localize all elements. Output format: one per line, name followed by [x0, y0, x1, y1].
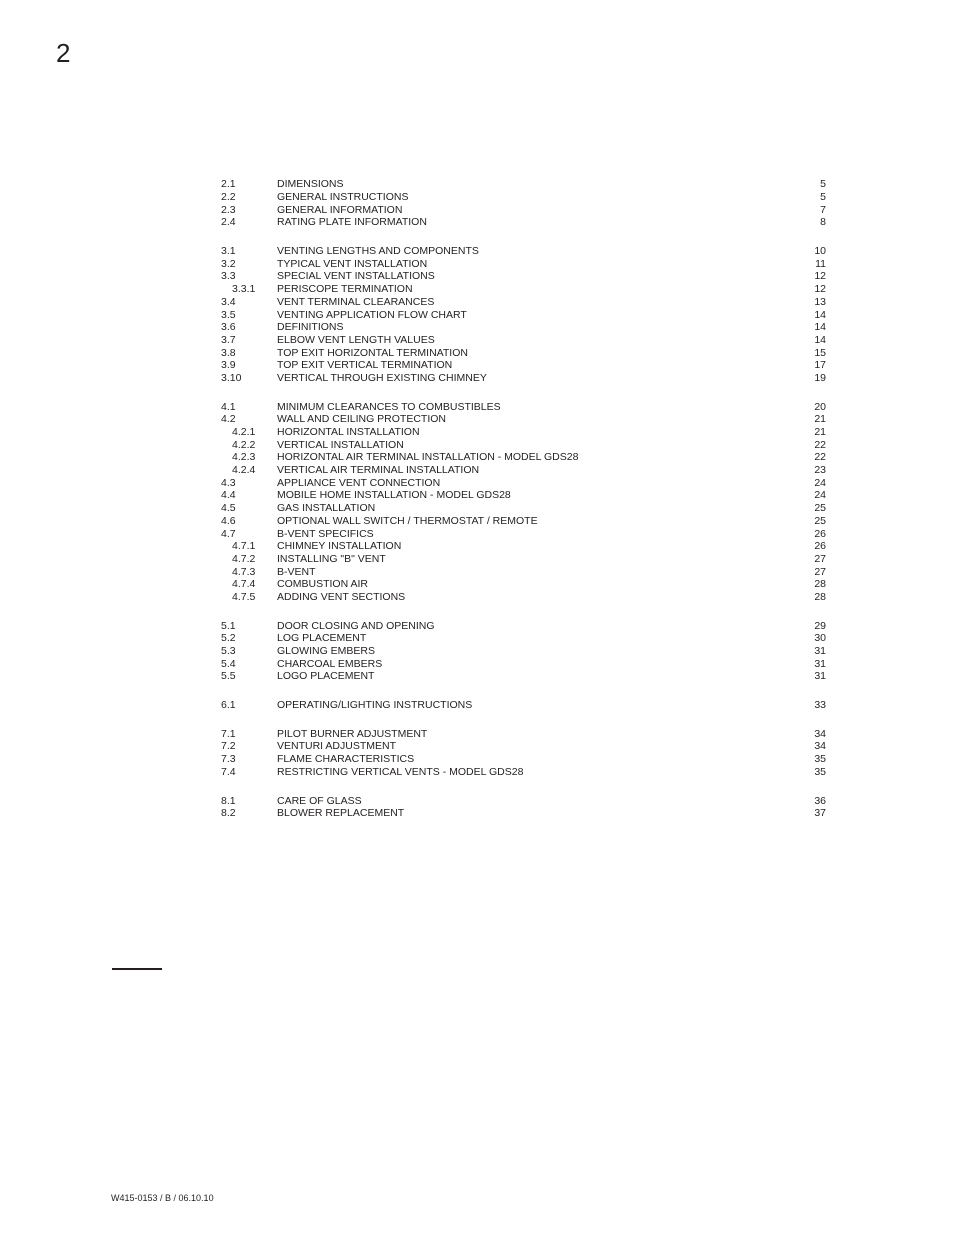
toc-entry-page: 13 [814, 295, 826, 308]
toc-entry-title: CHARCOAL EMBERS [277, 657, 383, 670]
toc-entry [221, 699, 826, 712]
toc-entry-number: 4.2.4 [232, 464, 256, 477]
toc-group [221, 178, 826, 229]
toc-entry-number: 5.4 [221, 657, 236, 670]
toc-entry-number: 4.2.2 [232, 438, 256, 451]
toc-entry-title: CARE OF GLASS [277, 794, 362, 807]
toc-entry-title: INSTALLING "B" VENT [277, 552, 386, 565]
toc-entry-number: 3.8 [221, 346, 236, 359]
toc-entry-title: VERTICAL THROUGH EXISTING CHIMNEY [277, 371, 487, 384]
toc-entry-page: 25 [814, 514, 826, 527]
toc-entry-number: 3.10 [221, 371, 242, 384]
toc-entry [221, 372, 826, 385]
toc-entry-title: DEFINITIONS [277, 321, 344, 334]
toc-group [221, 699, 826, 712]
toc-entry-number: 4.7.5 [232, 590, 256, 603]
toc-entry [221, 807, 826, 820]
toc-entry-number: 4.2.1 [232, 426, 256, 439]
toc-entry-title: GAS INSTALLATION [277, 502, 376, 515]
toc-entry-number: 4.7.3 [232, 565, 256, 578]
toc-entry [221, 619, 826, 632]
toc-entry [221, 766, 826, 779]
toc-entry-page: 10 [814, 245, 826, 258]
toc-group [221, 727, 826, 778]
table-of-contents [221, 178, 826, 836]
toc-entry [221, 489, 826, 502]
toc-entry [221, 591, 826, 604]
toc-entry-page: 34 [814, 740, 826, 753]
toc-entry-number: 3.3.1 [232, 283, 256, 296]
toc-entry-page: 27 [814, 565, 826, 578]
toc-entry-title: FLAME CHARACTERISTICS [277, 753, 415, 766]
toc-entry [221, 753, 826, 766]
toc-entry-title: VENT TERMINAL CLEARANCES [277, 295, 435, 308]
toc-entry-page: 28 [814, 590, 826, 603]
toc-entry-number: 4.4 [221, 489, 236, 502]
toc-entry [221, 540, 826, 553]
toc-entry-page: 34 [814, 727, 826, 740]
toc-entry-number: 7.1 [221, 727, 236, 740]
toc-entry-number: 3.9 [221, 359, 236, 372]
toc-entry-title: TOP EXIT HORIZONTAL TERMINATION [277, 346, 468, 359]
toc-entry-page: 31 [814, 657, 826, 670]
toc-entry-number: 2.4 [221, 216, 236, 229]
toc-entry-title: HORIZONTAL AIR TERMINAL INSTALLATION - MODEL GDS28 [277, 451, 579, 464]
toc-entry-title: COMBUSTION AIR [277, 578, 369, 591]
toc-entry [221, 645, 826, 658]
toc-entry [221, 464, 826, 477]
toc-entry-page: 14 [814, 333, 826, 346]
toc-entry-number: 4.7 [221, 527, 236, 540]
toc-entry-number: 3.4 [221, 295, 236, 308]
toc-entry-page: 31 [814, 645, 826, 658]
toc-entry-title: WALL AND CEILING PROTECTION [277, 413, 446, 426]
toc-entry [221, 502, 826, 515]
toc-entry-page: 14 [814, 308, 826, 321]
toc-entry [221, 527, 826, 540]
toc-entry [221, 515, 826, 528]
toc-entry-title: TYPICAL VENT INSTALLATION [277, 257, 428, 270]
toc-entry-title: VENTING APPLICATION FLOW CHART [277, 308, 467, 321]
toc-entry-page: 24 [814, 476, 826, 489]
toc-entry-page: 17 [814, 359, 826, 372]
toc-entry [221, 203, 826, 216]
toc-entry-number: 4.7.4 [232, 578, 256, 591]
toc-entry-page: 36 [814, 794, 826, 807]
toc-entry-title: LOG PLACEMENT [277, 632, 367, 645]
page-number: 2 [56, 38, 71, 68]
toc-entry-page: 22 [814, 451, 826, 464]
toc-entry [221, 296, 826, 309]
toc-entry [221, 670, 826, 683]
toc-entry [221, 578, 826, 591]
toc-entry [221, 359, 826, 372]
toc-entry-title: PILOT BURNER ADJUSTMENT [277, 727, 428, 740]
toc-entry [221, 178, 826, 191]
toc-entry-page: 12 [814, 270, 826, 283]
toc-entry-page: 27 [814, 552, 826, 565]
toc-entry [221, 283, 826, 296]
toc-entry [221, 245, 826, 258]
toc-entry-page: 5 [820, 191, 826, 204]
toc-entry-page: 21 [814, 426, 826, 439]
toc-entry-title: VERTICAL AIR TERMINAL INSTALLATION [277, 464, 480, 477]
toc-entry-number: 4.5 [221, 502, 236, 515]
toc-entry [221, 451, 826, 464]
toc-entry-page: 29 [814, 619, 826, 632]
toc-entry-title: PERISCOPE TERMINATION [277, 283, 413, 296]
toc-entry-number: 5.1 [221, 619, 236, 632]
toc-entry [221, 413, 826, 426]
toc-entry-page: 24 [814, 489, 826, 502]
toc-entry-page: 8 [820, 216, 826, 229]
toc-entry-page: 35 [814, 765, 826, 778]
toc-entry-title: ELBOW VENT LENGTH VALUES [277, 333, 435, 346]
toc-entry-number: 4.2 [221, 413, 236, 426]
toc-entry-title: APPLIANCE VENT CONNECTION [277, 476, 441, 489]
toc-entry [221, 191, 826, 204]
toc-entry-number: 5.5 [221, 670, 236, 683]
toc-entry-page: 31 [814, 670, 826, 683]
toc-entry-page: 12 [814, 283, 826, 296]
toc-group [221, 794, 826, 819]
toc-entry-number: 2.2 [221, 191, 236, 204]
toc-entry-number: 3.5 [221, 308, 236, 321]
toc-entry-title: GENERAL INFORMATION [277, 203, 403, 216]
toc-entry-page: 14 [814, 321, 826, 334]
toc-entry-number: 7.4 [221, 765, 236, 778]
toc-entry-title: CHIMNEY INSTALLATION [277, 540, 402, 553]
toc-entry-number: 8.1 [221, 794, 236, 807]
toc-entry [221, 216, 826, 229]
toc-entry-number: 4.2.3 [232, 451, 256, 464]
toc-entry-page: 35 [814, 753, 826, 766]
toc-entry-number: 4.7.2 [232, 552, 256, 565]
toc-entry-title: LOGO PLACEMENT [277, 670, 375, 683]
toc-entry [221, 632, 826, 645]
toc-entry-number: 3.2 [221, 257, 236, 270]
toc-entry-title: B-VENT [277, 565, 316, 578]
toc-entry-page: 37 [814, 807, 826, 820]
toc-entry [221, 565, 826, 578]
toc-group [221, 400, 826, 603]
toc-entry-title: VERTICAL INSTALLATION [277, 438, 404, 451]
toc-entry-title: VENTURI ADJUSTMENT [277, 740, 397, 753]
toc-entry [221, 334, 826, 347]
toc-entry-number: 5.2 [221, 632, 236, 645]
toc-entry-title: MOBILE HOME INSTALLATION - MODEL GDS28 [277, 489, 511, 502]
toc-entry [221, 794, 826, 807]
toc-entry-page: 26 [814, 540, 826, 553]
toc-entry-title: MINIMUM CLEARANCES TO COMBUSTIBLES [277, 400, 501, 413]
toc-entry-page: 20 [814, 400, 826, 413]
toc-entry-title: B-VENT SPECIFICS [277, 527, 374, 540]
toc-entry-title: DOOR CLOSING AND OPENING [277, 619, 435, 632]
toc-entry-page: 30 [814, 632, 826, 645]
toc-entry [221, 321, 826, 334]
toc-entry-number: 2.3 [221, 203, 236, 216]
toc-entry-page: 15 [814, 346, 826, 359]
toc-entry-page: 26 [814, 527, 826, 540]
toc-entry-title: OPTIONAL WALL SWITCH / THERMOSTAT / REMOTE [277, 514, 538, 527]
toc-entry-title: TOP EXIT VERTICAL TERMINATION [277, 359, 453, 372]
toc-entry-number: 3.7 [221, 333, 236, 346]
toc-entry-number: 4.1 [221, 400, 236, 413]
toc-entry-number: 4.3 [221, 476, 236, 489]
toc-entry-number: 3.3 [221, 270, 236, 283]
toc-entry [221, 270, 826, 283]
toc-entry-page: 25 [814, 502, 826, 515]
toc-entry [221, 553, 826, 566]
toc-entry-page: 33 [814, 699, 826, 712]
toc-entry-title: VENTING LENGTHS AND COMPONENTS [277, 245, 479, 258]
toc-entry [221, 426, 826, 439]
toc-entry-title: OPERATING/LIGHTING INSTRUCTIONS [277, 699, 473, 712]
toc-entry [221, 308, 826, 321]
toc-entry-number: 4.6 [221, 514, 236, 527]
toc-entry [221, 257, 826, 270]
toc-entry [221, 727, 826, 740]
toc-entry-number: 3.1 [221, 245, 236, 258]
toc-entry-title: RATING PLATE INFORMATION [277, 216, 427, 229]
toc-entry-page: 5 [820, 178, 826, 191]
toc-entry-title: RESTRICTING VERTICAL VENTS - MODEL GDS28 [277, 765, 524, 778]
toc-entry [221, 400, 826, 413]
toc-entry-page: 11 [815, 257, 826, 270]
toc-entry [221, 346, 826, 359]
toc-entry-number: 8.2 [221, 807, 236, 820]
toc-entry-page: 7 [820, 203, 826, 216]
toc-entry-page: 21 [814, 413, 826, 426]
document-code: W415-0153 / B / 06.10.10 [111, 1193, 214, 1203]
toc-entry-number: 7.3 [221, 753, 236, 766]
toc-entry-number: 2.1 [221, 178, 236, 191]
toc-entry-title: HORIZONTAL INSTALLATION [277, 426, 420, 439]
toc-entry-title: ADDING VENT SECTIONS [277, 590, 406, 603]
toc-entry-title: BLOWER REPLACEMENT [277, 807, 405, 820]
toc-entry-page: 19 [814, 371, 826, 384]
toc-group [221, 245, 826, 385]
toc-entry [221, 438, 826, 451]
toc-entry-number: 3.6 [221, 321, 236, 334]
toc-entry-page: 28 [814, 578, 826, 591]
toc-entry-title: GLOWING EMBERS [277, 645, 376, 658]
toc-entry-number: 4.7.1 [232, 540, 256, 553]
toc-entry-title: SPECIAL VENT INSTALLATIONS [277, 270, 435, 283]
toc-entry-page: 23 [814, 464, 826, 477]
toc-entry-title: DIMENSIONS [277, 178, 344, 191]
toc-entry-page: 22 [814, 438, 826, 451]
toc-entry [221, 657, 826, 670]
toc-entry-number: 7.2 [221, 740, 236, 753]
toc-group [221, 619, 826, 682]
toc-entry-number: 6.1 [221, 699, 236, 712]
footer-rule [112, 968, 162, 970]
toc-entry [221, 740, 826, 753]
toc-entry [221, 476, 826, 489]
toc-entry-number: 5.3 [221, 645, 236, 658]
toc-entry-title: GENERAL INSTRUCTIONS [277, 191, 409, 204]
